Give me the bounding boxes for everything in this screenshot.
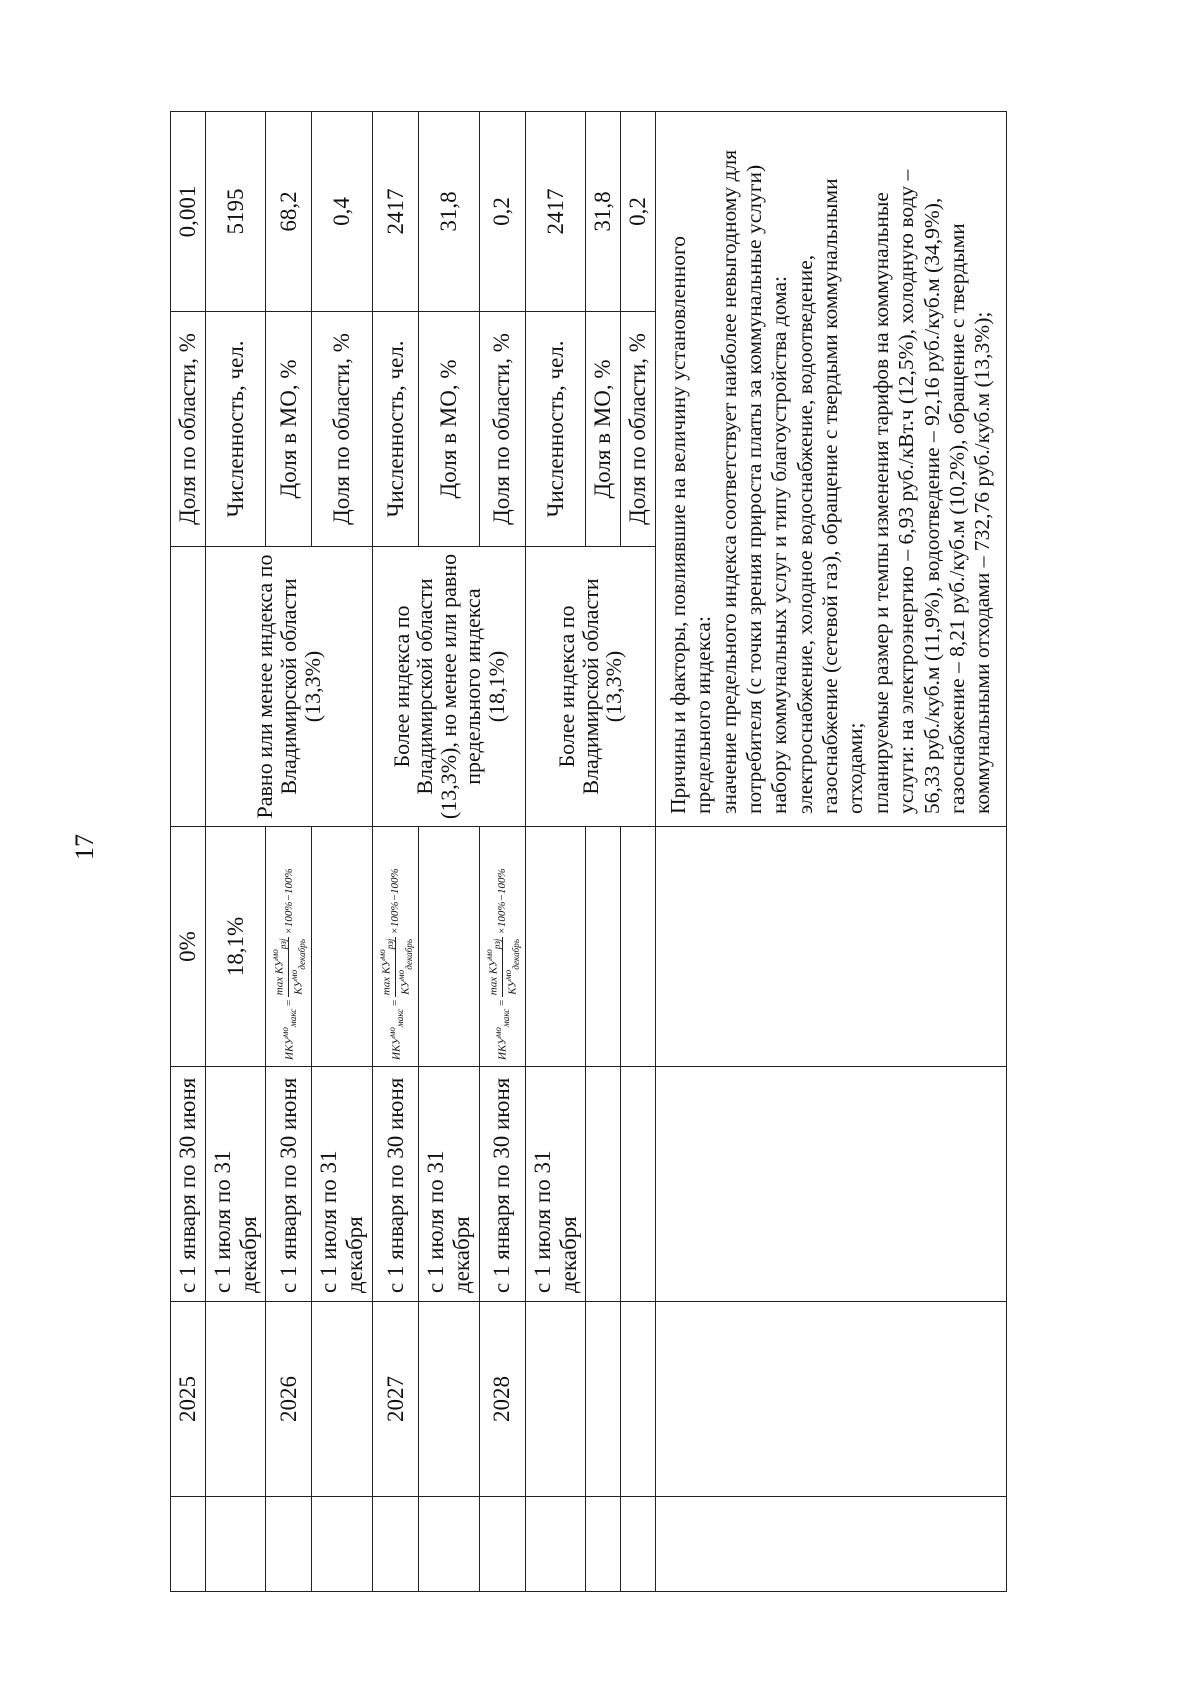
indicator-cell: Численность, чел. bbox=[372, 312, 418, 547]
value-cell bbox=[419, 827, 480, 1067]
blank-cell bbox=[655, 1302, 1006, 1497]
period-cell: с 1 июля по 31 декабря bbox=[205, 1067, 266, 1302]
year-cell: 2027 bbox=[372, 1302, 418, 1497]
value-cell bbox=[525, 827, 586, 1067]
period-cell: с 1 января по 30 июня bbox=[171, 1067, 206, 1302]
period-cell: с 1 января по 30 июня bbox=[372, 1067, 418, 1302]
year-cell bbox=[205, 1302, 266, 1497]
blank-cell bbox=[171, 1497, 206, 1592]
number-cell: 0,2 bbox=[479, 112, 525, 312]
number-cell: 5195 bbox=[205, 112, 266, 312]
blank-cell bbox=[266, 1497, 312, 1592]
table-row bbox=[621, 112, 656, 1592]
table-row bbox=[586, 112, 621, 1592]
table-row bbox=[372, 112, 418, 1592]
indicator-cell: Доля по области, % bbox=[312, 312, 373, 547]
blank-cell bbox=[419, 1497, 480, 1592]
indicator-cell: Доля в МО, % bbox=[586, 312, 621, 547]
formula: $ИКУ^{мо}_{макс}$ = $\max КУ^{мо}_{рзj}$ $КУ^{мо}_{декабрь}$ ×100%−100% bbox=[376, 868, 414, 1060]
table-row bbox=[525, 112, 586, 1592]
blank-cell bbox=[586, 1067, 621, 1302]
condition-cell bbox=[171, 547, 206, 827]
year-cell: 2025 bbox=[171, 1302, 206, 1497]
formula-cell bbox=[372, 827, 418, 1067]
blank-cell bbox=[372, 1497, 418, 1592]
condition-cell: Равно или менее индекса по Владимирской области (13,3%) bbox=[205, 547, 372, 827]
table-row-reasons bbox=[655, 112, 1006, 1592]
value-cell bbox=[312, 827, 373, 1067]
blank-cell bbox=[621, 1497, 656, 1592]
number-cell: 2417 bbox=[525, 112, 586, 312]
period-cell: с 1 июля по 31 декабря bbox=[525, 1067, 586, 1302]
number-cell: 0,4 bbox=[312, 112, 373, 312]
table-row bbox=[205, 112, 266, 1592]
table-row bbox=[171, 112, 206, 1592]
blank-cell bbox=[621, 1302, 656, 1497]
value-cell: 0% bbox=[171, 827, 206, 1067]
formula-cell bbox=[479, 827, 525, 1067]
blank-cell bbox=[586, 827, 621, 1067]
indicator-cell: Численность, чел. bbox=[525, 312, 586, 547]
formula: $ИКУ^{мо}_{макс}$ = $\max КУ^{мо}_{рзj}$ $КУ^{мо}_{декабрь}$ ×100%−100% bbox=[270, 868, 308, 1060]
year-cell: 2026 bbox=[266, 1302, 312, 1497]
period-cell: с 1 января по 30 июня bbox=[266, 1067, 312, 1302]
blank-cell bbox=[205, 1497, 266, 1592]
table-row bbox=[479, 112, 525, 1592]
blank-cell bbox=[655, 827, 1006, 1067]
table-row bbox=[312, 112, 373, 1592]
period-cell: с 1 июля по 31 декабря bbox=[312, 1067, 373, 1302]
blank-cell bbox=[655, 1497, 1006, 1592]
table-row bbox=[266, 112, 312, 1592]
number-cell: 0,2 bbox=[621, 112, 656, 312]
number-cell: 68,2 bbox=[266, 112, 312, 312]
number-cell: 2417 bbox=[372, 112, 418, 312]
blank-cell bbox=[586, 1497, 621, 1592]
indicator-cell: Доля в МО, % bbox=[419, 312, 480, 547]
indicator-cell: Численность, чел. bbox=[205, 312, 266, 547]
number-cell: 31,8 bbox=[586, 112, 621, 312]
condition-cell: Более индекса по Владимирской области (13,3%), но менее или равно предельного индекса (18,1%) bbox=[372, 547, 525, 827]
year-cell: 2028 bbox=[479, 1302, 525, 1497]
year-cell bbox=[525, 1302, 586, 1497]
table-row bbox=[419, 112, 480, 1592]
indicator-cell: Доля по области, % bbox=[171, 312, 206, 547]
formula: $ИКУ^{мо}_{макс}$ = $\max КУ^{мо}_{рзj}$ $КУ^{мо}_{декабрь}$ ×100%−100% bbox=[483, 868, 521, 1060]
year-cell bbox=[419, 1302, 480, 1497]
condition-cell: Более индекса по Владимирской области (13,3%) bbox=[525, 547, 655, 827]
blank-cell bbox=[621, 827, 656, 1067]
blank-cell bbox=[479, 1497, 525, 1592]
blank-cell bbox=[525, 1497, 586, 1592]
formula-cell bbox=[266, 827, 312, 1067]
blank-cell bbox=[312, 1497, 373, 1592]
number-cell: 0,001 bbox=[171, 112, 206, 312]
period-cell: с 1 июля по 31 декабря bbox=[419, 1067, 480, 1302]
number-cell: 31,8 bbox=[419, 112, 480, 312]
value-cell: 18,1% bbox=[205, 827, 266, 1067]
year-cell bbox=[312, 1302, 373, 1497]
reasons-text: Причины и факторы, повлиявшие на величину установленного предельного индекса: значение предельного индекса соответствует наиболее невыгодному для потребителя (с точки зрения прироста платы за коммунальные услуги) набору коммунальных услуг и типу благоустройства дома: электроснабжение, холодное водоснабжение, водоотведение, газоснабжение (сетевой газ), обращение с твердыми коммунальными отходами; планируемые размер и темпы изменения тарифов на коммунальные услуги: на электроэнергию – 6,93 руб./кВт.ч (12,5%), холодную воду – 56,33 руб./куб.м (11,9%), водоотведение – 92,16 руб./куб.м (34,9%), газоснабжение – 8,21 руб./куб.м (10,2%), обращение с твердыми коммунальными отходами – 732,76 руб./куб.м (13,3%); bbox=[655, 112, 1006, 827]
indicator-cell: Доля по области, % bbox=[479, 312, 525, 547]
indicator-cell: Доля по области, % bbox=[621, 312, 656, 547]
page-number: 17 bbox=[70, 834, 99, 860]
indicator-cell: Доля в МО, % bbox=[266, 312, 312, 547]
index-table bbox=[170, 111, 1007, 1592]
rotated-table-container bbox=[170, 112, 1140, 1592]
period-cell: с 1 января по 30 июня bbox=[479, 1067, 525, 1302]
blank-cell bbox=[655, 1067, 1006, 1302]
blank-cell bbox=[621, 1067, 656, 1302]
blank-cell bbox=[586, 1302, 621, 1497]
